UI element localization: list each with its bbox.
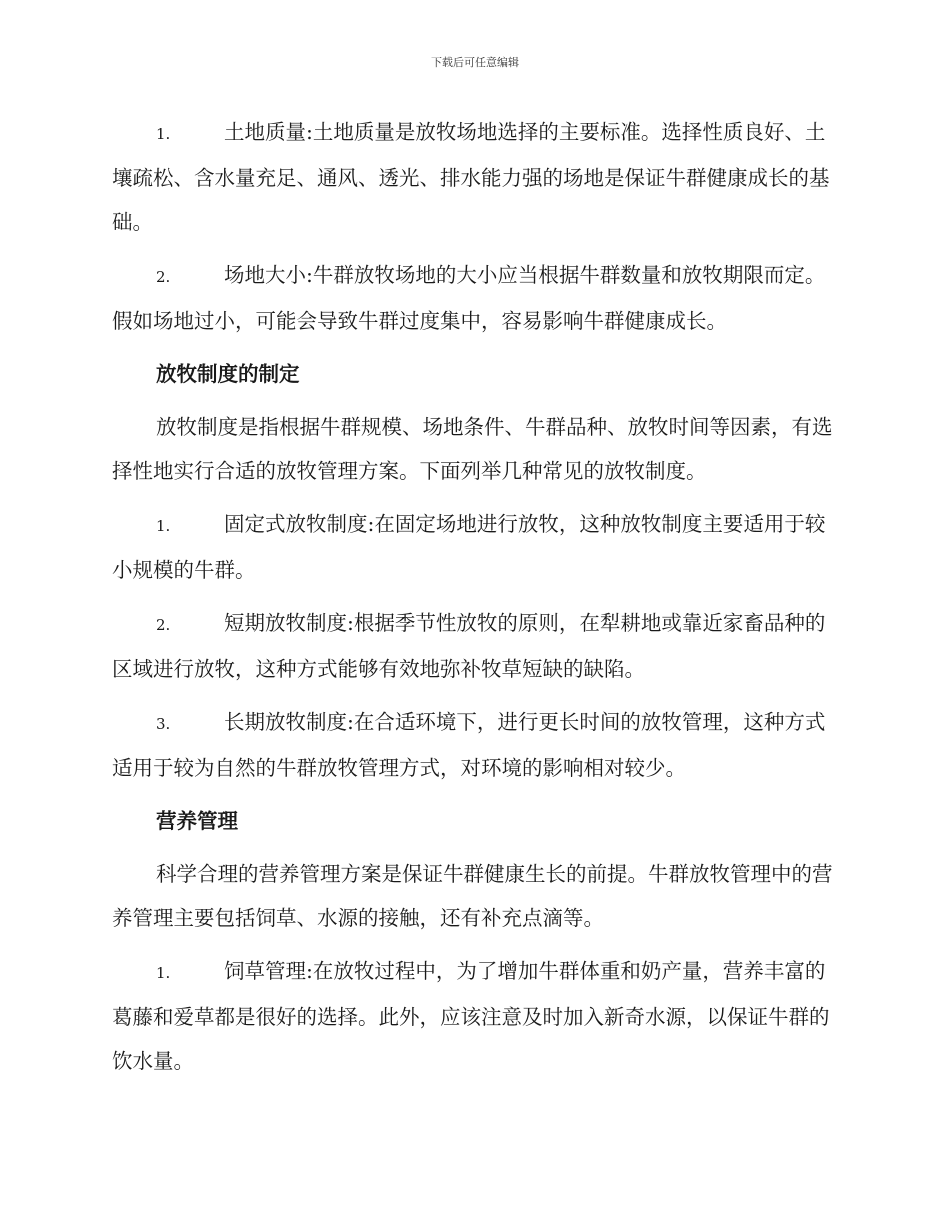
body-paragraph: 放牧制度是指根据牛群规模、场地条件、牛群品种、放牧时间等因素，有选择性地实行合适的放牧管理方案。下面列举几种常见的放牧制度。 (112, 415, 833, 483)
list-item-text: 饲草管理:在放牧过程中，为了增加牛群体重和奶产量，营养丰富的葛藤和爱草都是很好的选择。此外，应该注意及时加入新奇水源，以保证牛群的饮水量。 (112, 959, 830, 1073)
list-item-text: 场地大小:牛群放牧场地的大小应当根据牛群数量和放牧期限而定。假如场地过小，可能会导致牛群过度集中，容易影响牛群健康成长。 (112, 263, 826, 333)
list-item (112, 601, 840, 691)
list-number: 2. (156, 268, 171, 286)
list-item-text: 土地质量:土地质量是放牧场地选择的主要标准。选择性质良好、土壤疏松、含水量充足、通风、透光、排水能力强的场地是保证牛群健康成长的基础。 (112, 120, 830, 234)
list-item (112, 253, 840, 343)
document-body (112, 110, 840, 1083)
page-header: 下载后可任意编辑 (431, 56, 519, 69)
section-heading: 营养管理 (156, 809, 238, 833)
list-item (112, 502, 840, 592)
list-number: 1. (156, 517, 171, 535)
list-number: 3. (156, 715, 171, 733)
list-item-text: 短期放牧制度:根据季节性放牧的原则，在犁耕地或靠近家畜品种的区域进行放牧，这种方式能够有效地弥补牧草短缺的缺陷。 (112, 611, 826, 681)
list-number: 2. (156, 616, 171, 634)
list-number: 1. (156, 964, 171, 982)
list-item-text: 固定式放牧制度:在固定场地进行放牧，这种放牧制度主要适用于较小规模的牛群。 (112, 512, 826, 582)
list-item (112, 110, 840, 244)
section-heading: 放牧制度的制定 (156, 362, 300, 386)
list-number: 1. (156, 125, 171, 143)
body-paragraph: 科学合理的营养管理方案是保证牛群健康生长的前提。牛群放牧管理中的营养管理主要包括饲草、水源的接触，还有补充点滴等。 (112, 862, 833, 930)
list-item (112, 700, 840, 790)
list-item-text: 长期放牧制度:在合适环境下，进行更长时间的放牧管理，这种方式适用于较为自然的牛群放牧管理方式，对环境的影响相对较少。 (112, 710, 826, 780)
list-item (112, 949, 840, 1083)
